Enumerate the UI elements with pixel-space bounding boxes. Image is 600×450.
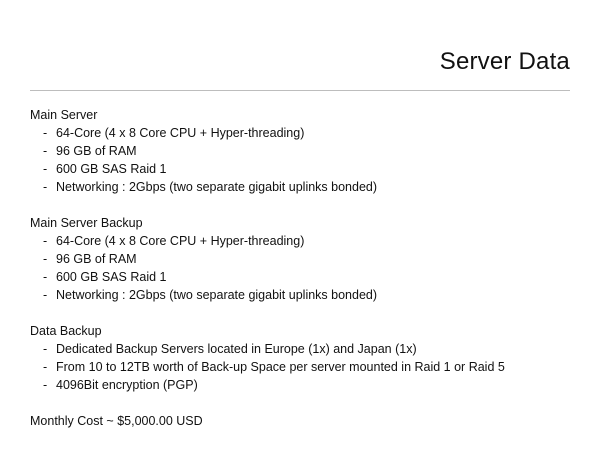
list-item (43, 178, 575, 196)
list-item-text: 64-Core (4 x 8 Core CPU + Hyper-threading) (56, 234, 305, 248)
list-item (43, 268, 575, 286)
dash-bullet: - (43, 180, 48, 194)
section-main-server (30, 106, 575, 196)
list-item (43, 124, 575, 142)
dash-bullet: - (43, 360, 48, 374)
dash-bullet: - (43, 252, 48, 266)
section-main-server-backup (30, 214, 575, 304)
section-heading: Main Server Backup (30, 216, 143, 230)
list-item-text: Networking : 2Gbps (two separate gigabit uplinks bonded) (56, 288, 378, 302)
list-item (43, 376, 575, 394)
dash-bullet: - (43, 144, 48, 158)
list-item-text: 600 GB SAS Raid 1 (56, 270, 167, 284)
dash-bullet: - (43, 270, 48, 284)
slide-title: Server Data (439, 48, 570, 75)
list-item (43, 250, 575, 268)
list-item (43, 232, 575, 250)
list-item (43, 340, 575, 358)
section-heading: Data Backup (30, 324, 102, 338)
list-item-text: 600 GB SAS Raid 1 (56, 162, 167, 176)
list-item (43, 358, 575, 376)
dash-bullet: - (43, 126, 48, 140)
bullet-list (30, 124, 575, 196)
dash-bullet: - (43, 288, 48, 302)
list-item-text: 4096Bit encryption (PGP) (56, 378, 198, 392)
section-data-backup (30, 322, 575, 394)
list-item (43, 160, 575, 178)
dash-bullet: - (43, 342, 48, 356)
monthly-cost: Monthly Cost ~ $5,000.00 USD (30, 414, 203, 428)
title-divider (30, 90, 570, 91)
list-item-text: 64-Core (4 x 8 Core CPU + Hyper-threading) (56, 126, 305, 140)
list-item (43, 142, 575, 160)
dash-bullet: - (43, 162, 48, 176)
list-item-text: Dedicated Backup Servers located in Europe (1x) and Japan (1x) (56, 342, 417, 356)
section-heading: Main Server (30, 108, 98, 122)
list-item-text: 96 GB of RAM (56, 252, 137, 266)
list-item-text: From 10 to 12TB worth of Back-up Space per server mounted in Raid 1 or Raid 5 (56, 360, 505, 374)
bullet-list (30, 232, 575, 304)
list-item-text: Networking : 2Gbps (two separate gigabit uplinks bonded) (56, 180, 378, 194)
list-item-text: 96 GB of RAM (56, 144, 137, 158)
bullet-list (30, 340, 575, 394)
dash-bullet: - (43, 234, 48, 248)
slide-content (30, 106, 575, 430)
list-item (43, 286, 575, 304)
dash-bullet: - (43, 378, 48, 392)
